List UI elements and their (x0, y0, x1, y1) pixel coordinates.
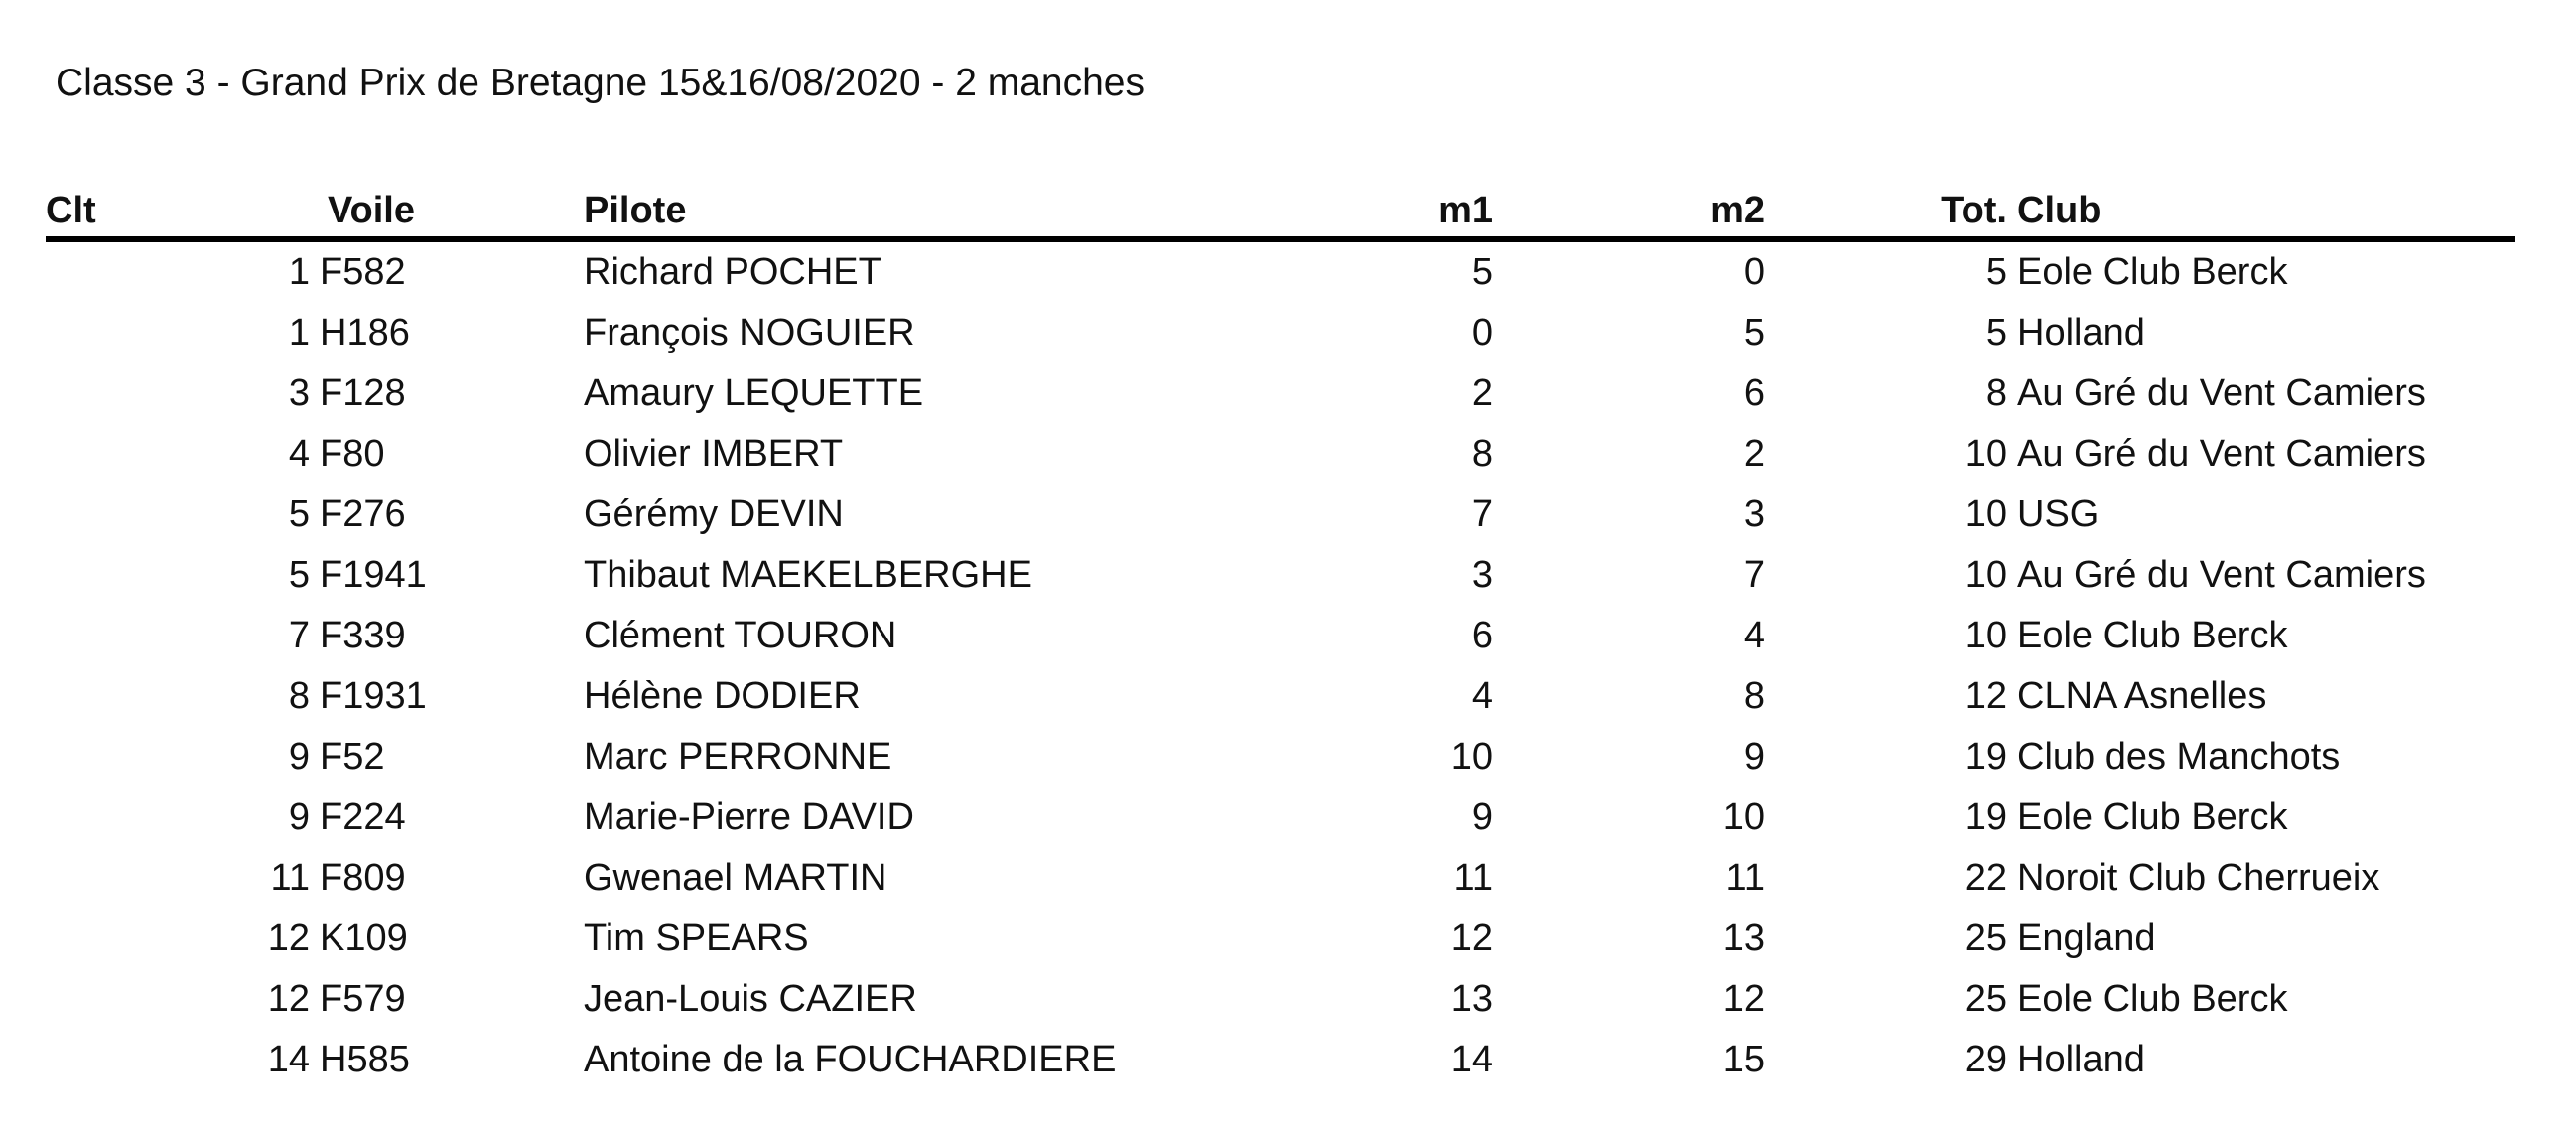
cell-club: Au Gré du Vent Camiers (2017, 554, 2426, 596)
cell-clt: 14 (267, 1039, 310, 1080)
cell-m1: 3 (1471, 554, 1493, 596)
cell-m2: 15 (1722, 1039, 1765, 1080)
cell-voile: F1941 (320, 554, 427, 596)
cell-club: Eole Club Berck (2017, 615, 2288, 656)
table-row (46, 363, 2515, 424)
cell-tot: 5 (1985, 312, 2007, 354)
cell-clt: 5 (288, 494, 310, 535)
cell-tot: 10 (1965, 433, 2007, 475)
cell-voile: H186 (320, 312, 410, 354)
cell-m1: 10 (1450, 736, 1493, 778)
cell-m2: 6 (1743, 372, 1765, 414)
cell-clt: 3 (288, 372, 310, 414)
cell-clt: 11 (270, 857, 310, 899)
cell-m1: 12 (1450, 918, 1493, 959)
table-row (46, 909, 2515, 969)
cell-pilote: Amaury LEQUETTE (584, 372, 924, 414)
cell-clt: 9 (288, 736, 310, 778)
cell-pilote: Gwenael MARTIN (584, 857, 887, 899)
cell-voile: F339 (320, 615, 406, 656)
cell-clt: 1 (288, 312, 310, 354)
cell-pilote: Clément TOURON (584, 615, 897, 656)
cell-clt: 7 (288, 615, 310, 656)
table-row (46, 787, 2515, 848)
cell-m1: 0 (1471, 312, 1493, 354)
table-row (46, 424, 2515, 485)
cell-clt: 5 (288, 554, 310, 596)
table-row (46, 666, 2515, 727)
header-m2: m2 (1503, 177, 1775, 239)
cell-clt: 1 (288, 251, 310, 293)
cell-m1: 8 (1471, 433, 1493, 475)
table-row (46, 303, 2515, 363)
header-pilote: Pilote (584, 177, 1259, 239)
cell-m2: 12 (1722, 978, 1765, 1020)
cell-voile: K109 (320, 918, 408, 959)
cell-m2: 5 (1743, 312, 1765, 354)
cell-club: Holland (2017, 312, 2145, 354)
cell-club: Eole Club Berck (2017, 978, 2288, 1020)
cell-voile: F582 (320, 251, 406, 293)
cell-clt: 12 (267, 918, 310, 959)
cell-tot: 5 (1985, 251, 2007, 293)
cell-m1: 6 (1471, 615, 1493, 656)
table-row (46, 727, 2515, 787)
cell-tot: 19 (1965, 736, 2007, 778)
cell-pilote: Hélène DODIER (584, 675, 861, 717)
cell-m1: 4 (1471, 675, 1493, 717)
cell-pilote: Antoine de la FOUCHARDIERE (584, 1039, 1117, 1080)
cell-club: Eole Club Berck (2017, 251, 2288, 293)
cell-tot: 25 (1965, 918, 2007, 959)
cell-tot: 22 (1965, 857, 2007, 899)
table-row (46, 848, 2515, 909)
cell-club: England (2017, 918, 2156, 959)
cell-pilote: Richard POCHET (584, 251, 881, 293)
cell-voile: F52 (320, 736, 385, 778)
cell-club: Club des Manchots (2017, 736, 2341, 778)
header-row (46, 177, 2515, 239)
cell-voile: F579 (320, 978, 406, 1020)
cell-m2: 8 (1743, 675, 1765, 717)
cell-m2: 7 (1743, 554, 1765, 596)
table-row (46, 606, 2515, 666)
cell-tot: 10 (1965, 554, 2007, 596)
cell-pilote: Marc PERRONNE (584, 736, 892, 778)
cell-pilote: Gérémy DEVIN (584, 494, 844, 535)
cell-m2: 3 (1743, 494, 1765, 535)
table-body (46, 239, 2515, 1090)
cell-pilote: Jean-Louis CAZIER (584, 978, 917, 1020)
header-tot: Tot. (1775, 177, 2007, 239)
cell-club: USG (2017, 494, 2100, 535)
cell-pilote: François NOGUIER (584, 312, 915, 354)
cell-m1: 14 (1450, 1039, 1493, 1080)
cell-pilote: Olivier IMBERT (584, 433, 844, 475)
cell-clt: 9 (288, 796, 310, 838)
table-row (46, 239, 2515, 303)
cell-pilote: Tim SPEARS (584, 918, 809, 959)
cell-m1: 9 (1471, 796, 1493, 838)
cell-voile: F80 (320, 433, 385, 475)
cell-m2: 13 (1722, 918, 1765, 959)
cell-club: Au Gré du Vent Camiers (2017, 433, 2426, 475)
cell-m1: 5 (1471, 251, 1493, 293)
cell-m2: 11 (1725, 857, 1765, 899)
table-row (46, 485, 2515, 545)
table-header (46, 177, 2515, 239)
cell-club: Holland (2017, 1039, 2145, 1080)
cell-voile: H585 (320, 1039, 410, 1080)
cell-tot: 19 (1965, 796, 2007, 838)
cell-voile: F1931 (320, 675, 427, 717)
results-table (46, 177, 2515, 1090)
cell-voile: F809 (320, 857, 406, 899)
cell-club: CLNA Asnelles (2017, 675, 2267, 717)
cell-m1: 7 (1471, 494, 1493, 535)
cell-m1: 11 (1453, 857, 1493, 899)
header-club: Club (2007, 177, 2515, 239)
table-row (46, 545, 2515, 606)
cell-club: Eole Club Berck (2017, 796, 2288, 838)
cell-m1: 2 (1471, 372, 1493, 414)
cell-voile: F128 (320, 372, 406, 414)
cell-clt: 12 (267, 978, 310, 1020)
cell-voile: F224 (320, 796, 406, 838)
cell-tot: 8 (1985, 372, 2007, 414)
cell-tot: 25 (1965, 978, 2007, 1020)
table-row (46, 969, 2515, 1030)
header-m1: m1 (1259, 177, 1503, 239)
header-voile: Voile (310, 177, 584, 239)
cell-tot: 29 (1965, 1039, 2007, 1080)
cell-m2: 10 (1722, 796, 1765, 838)
cell-pilote: Thibaut MAEKELBERGHE (584, 554, 1032, 596)
cell-m1: 13 (1450, 978, 1493, 1020)
cell-m2: 0 (1743, 251, 1765, 293)
header-clt: Clt (46, 177, 310, 239)
cell-club: Au Gré du Vent Camiers (2017, 372, 2426, 414)
table-row (46, 1030, 2515, 1090)
cell-tot: 12 (1965, 675, 2007, 717)
page-title: Classe 3 - Grand Prix de Bretagne 15&16/08/2020 - 2 manches (56, 62, 1145, 104)
cell-clt: 4 (288, 433, 310, 475)
cell-tot: 10 (1965, 494, 2007, 535)
cell-pilote: Marie-Pierre DAVID (584, 796, 914, 838)
cell-voile: F276 (320, 494, 406, 535)
cell-clt: 8 (288, 675, 310, 717)
cell-m2: 9 (1743, 736, 1765, 778)
cell-m2: 4 (1743, 615, 1765, 656)
cell-tot: 10 (1965, 615, 2007, 656)
cell-m2: 2 (1743, 433, 1765, 475)
cell-club: Noroit Club Cherrueix (2017, 857, 2380, 899)
